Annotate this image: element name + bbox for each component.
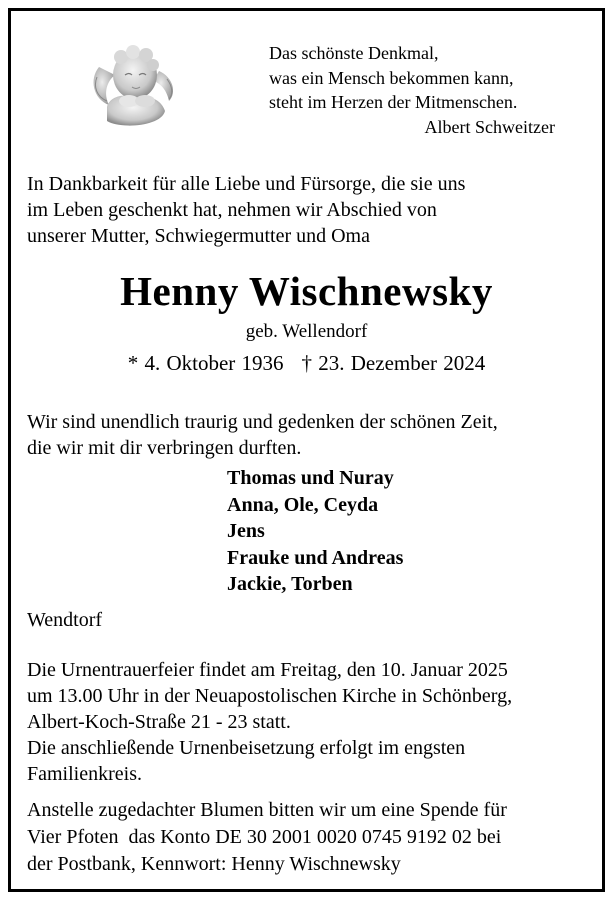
mourning-line: die wir mit dir verbringen durften. — [27, 437, 302, 459]
mourning-line: Wir sind unendlich traurig und gedenken der schönen Zeit, — [27, 411, 498, 433]
donation-line: Vier Pfoten das Konto DE 30 2001 0020 0745 9192 02 bei — [27, 826, 502, 848]
family-list — [227, 465, 403, 598]
family-member: Jens — [227, 520, 265, 542]
quote-line: steht im Herzen der Mitmenschen. — [269, 92, 518, 112]
donation-line: der Postbank, Kennwort: Henny Wischnewsky — [27, 853, 401, 875]
ceremony-line: um 13.00 Uhr in der Neuapostolischen Kirche in Schönberg, — [27, 685, 513, 707]
donation-line: Anstelle zugedachter Blumen bitten wir um eine Spende für — [27, 799, 507, 821]
ceremony-line: Die anschließende Urnenbeisetzung erfolgt im engsten — [27, 737, 466, 759]
life-dates — [11, 351, 602, 376]
birth-name: geb. Wellendorf — [245, 321, 368, 342]
cherub-angel-icon — [89, 37, 181, 133]
intro-line: im Leben geschenkt hat, nehmen wir Abschied von — [27, 199, 437, 221]
place-name: Wendtorf — [27, 609, 103, 631]
quote-block — [269, 41, 589, 139]
intro-line: In Dankbarkeit für alle Liebe und Fürsorge, die sie uns — [27, 173, 466, 195]
family-member: Jackie, Torben — [227, 573, 353, 595]
family-member: Frauke und Andreas — [227, 546, 404, 569]
mourning-text — [27, 409, 597, 461]
intro-text — [27, 171, 587, 249]
death-date: † 23. Dezember 2024 — [301, 351, 486, 375]
ceremony-line: Familienkreis. — [27, 763, 142, 785]
deceased-name: Henny Wischnewsky — [120, 268, 493, 314]
quote-author: Albert Schweitzer — [424, 116, 555, 137]
family-member: Anna, Ole, Ceyda — [227, 493, 379, 516]
quote-line: Das schönste Denkmal, — [269, 43, 439, 63]
obituary-frame — [8, 8, 605, 892]
family-member: Thomas und Nuray — [227, 467, 394, 489]
intro-line: unserer Mutter, Schwiegermutter und Oma — [27, 225, 370, 247]
ceremony-line: Albert-Koch-Straße 21 - 23 statt. — [27, 711, 291, 733]
ceremony-text — [27, 657, 597, 787]
birth-date: * 4. Oktober 1936 — [127, 351, 284, 375]
donation-text — [27, 797, 597, 878]
quote-line: was ein Mensch bekommen kann, — [269, 67, 514, 88]
ceremony-line: Die Urnentrauerfeier findet am Freitag, den 10. Januar 2025 — [27, 659, 508, 681]
